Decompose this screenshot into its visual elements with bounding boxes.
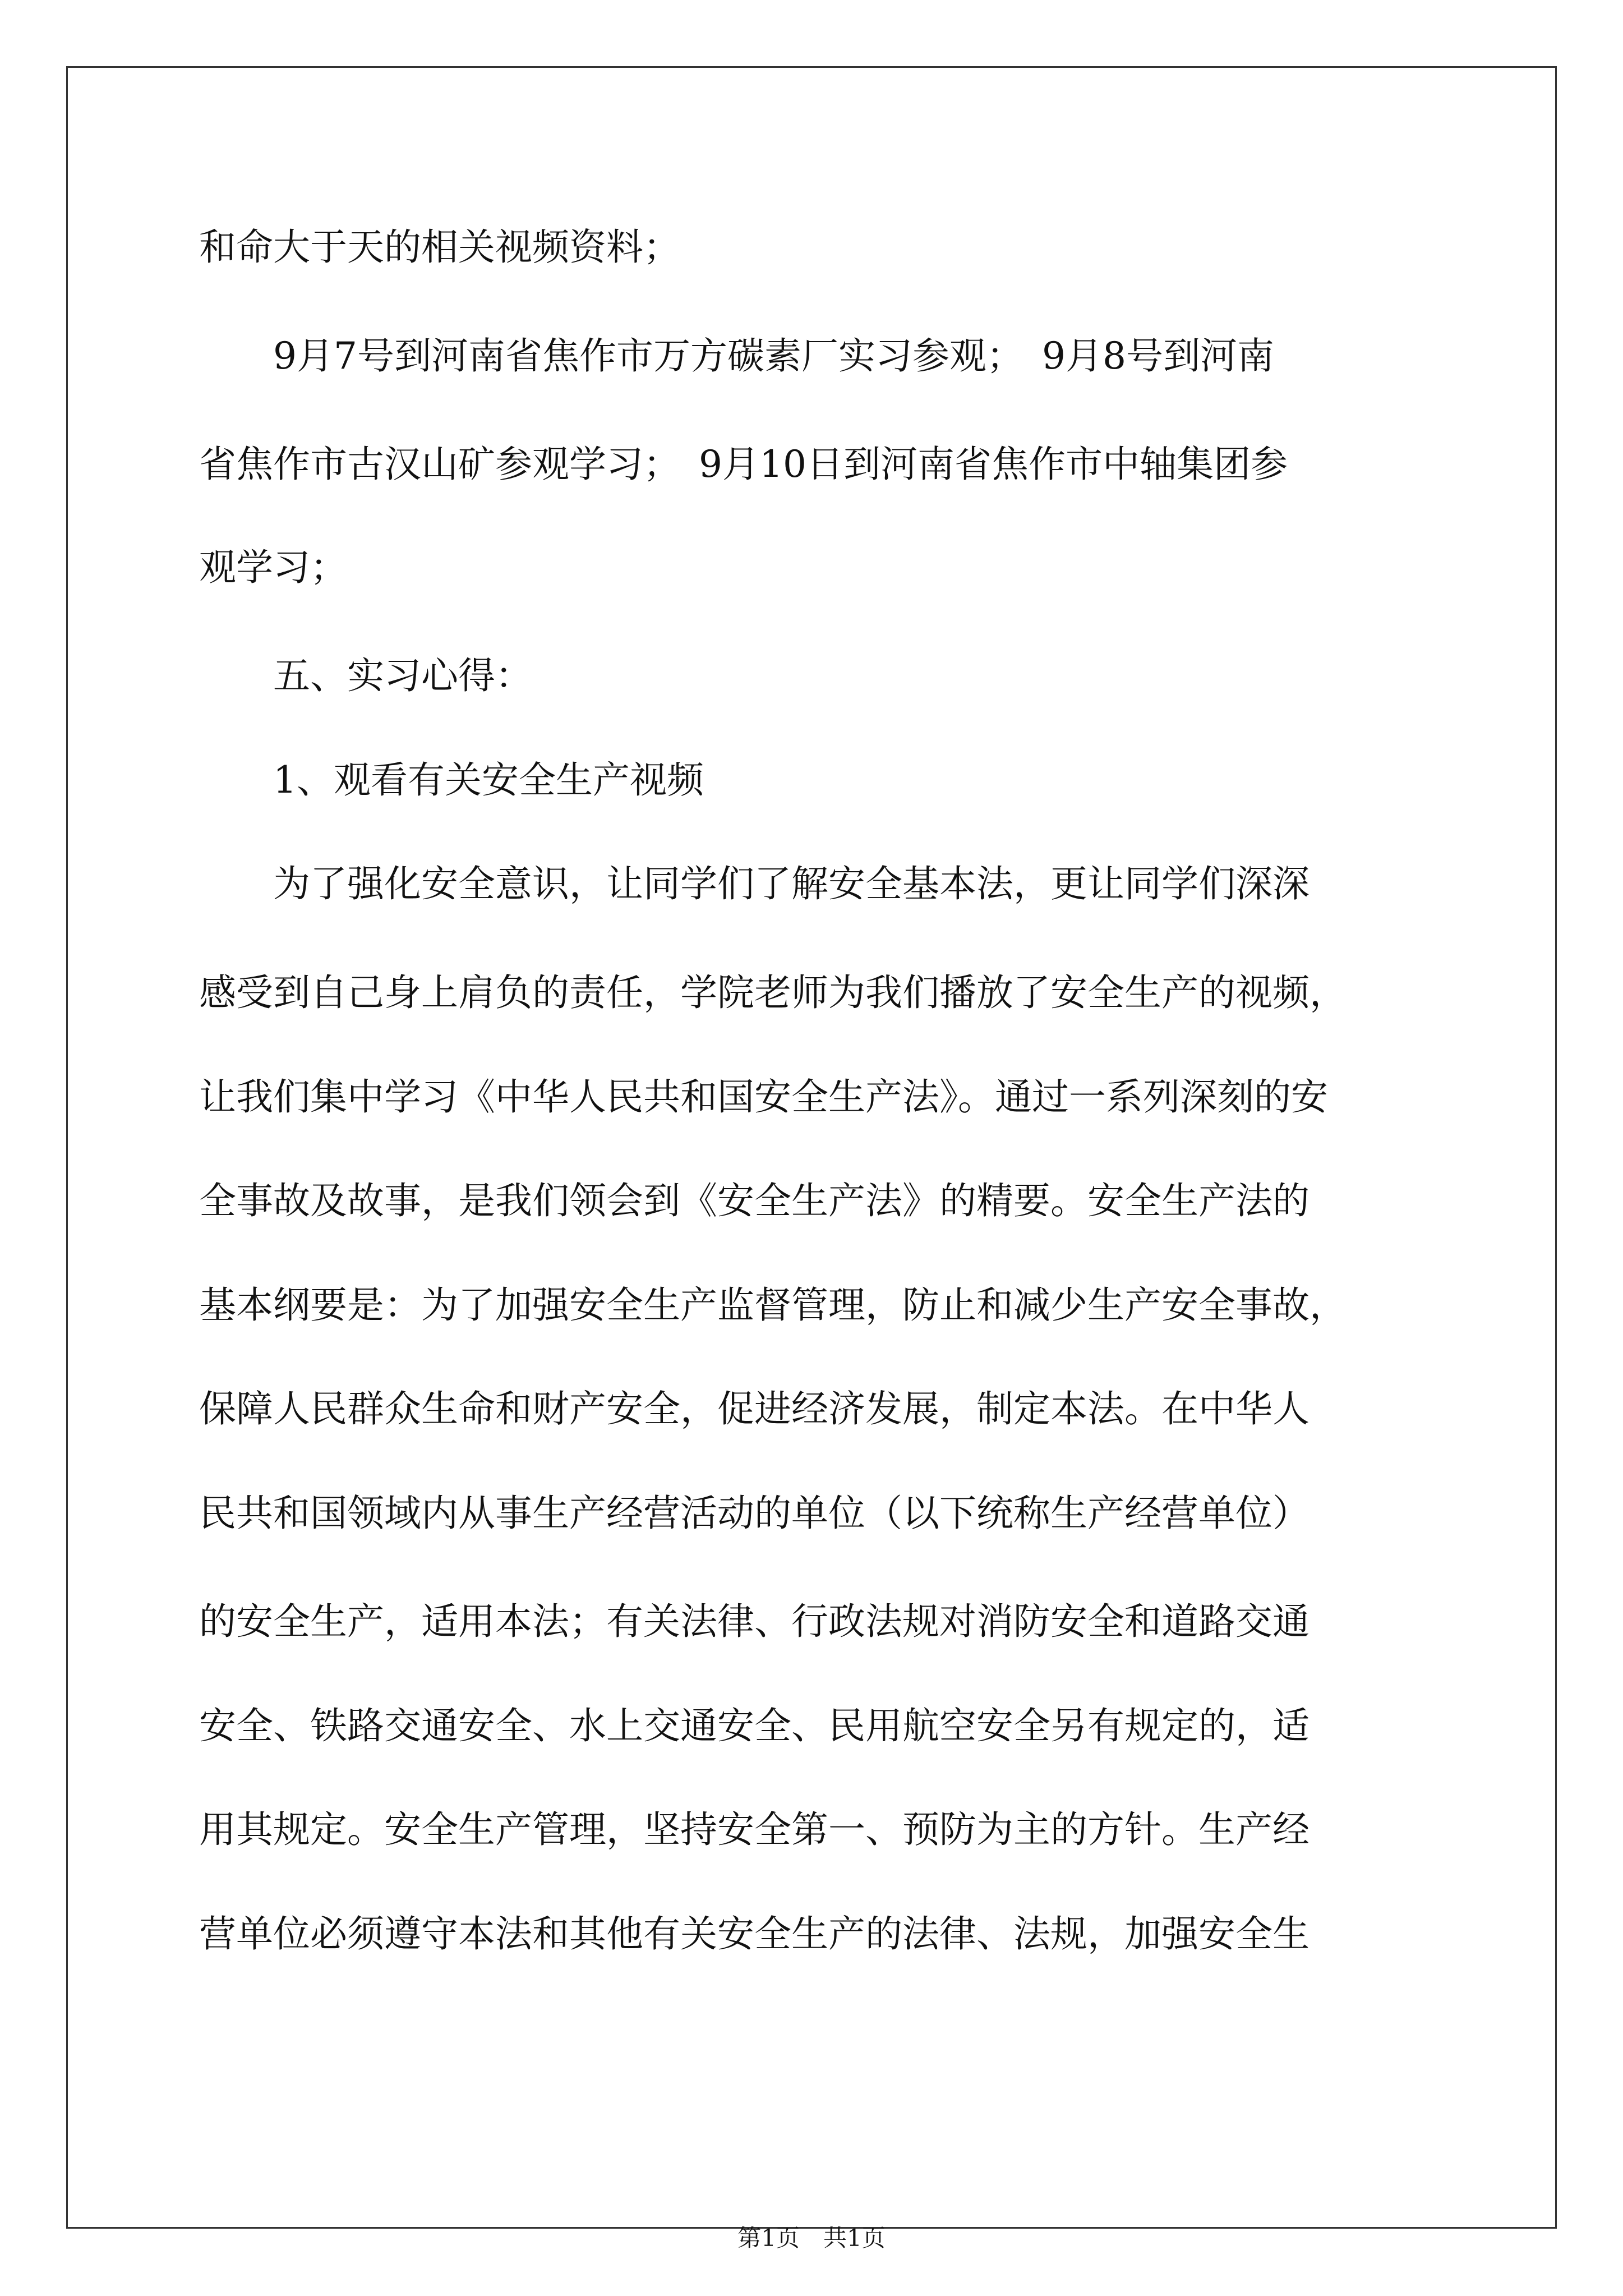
text-line: 全事故及故事，是我们领会到《安全生产法》的精要。安全生产法的: [199, 1179, 1310, 1222]
section-heading: 五、实习心得：: [199, 654, 532, 697]
subsection-heading: 1、观看有关安全生产视频: [199, 758, 704, 802]
text-line: 用其规定。安全生产管理，坚持安全第一、预防为主的方针。生产经: [199, 1808, 1310, 1851]
text-line: 营单位必须遵守本法和其他有关安全生产的法律、法规，加强安全生: [199, 1912, 1310, 1955]
text-line: 省焦作市古汉山矿参观学习； 9月10日到河南省焦作市中轴集团参: [199, 443, 1288, 486]
text-line: 让我们集中学习《中华人民共和国安全生产法》。通过一系列深刻的安: [199, 1075, 1328, 1119]
text-line: 观学习；: [199, 546, 347, 589]
page-border: [66, 66, 1557, 2229]
page-number: 第1页: [737, 2224, 800, 2252]
text-line: 9月7号到河南省焦作市万方碳素厂实习参观； 9月8号到河南: [199, 334, 1274, 378]
text-line: 民共和国领域内从事生产经营活动的单位（以下统称生产经营单位）: [199, 1492, 1310, 1535]
text-line: 的安全生产，适用本法；有关法律、行政法规对消防安全和道路交通: [199, 1600, 1310, 1643]
text-line: 为了强化安全意识，让同学们了解安全基本法，更让同学们深深: [199, 862, 1310, 905]
text-line: 基本纲要是：为了加强安全生产监督管理，防止和减少生产安全事故，: [199, 1283, 1347, 1327]
page-total: 共1页: [823, 2224, 886, 2252]
page-footer: [0, 2223, 1623, 2254]
text-line: 和命大于天的相关视频资料；: [199, 226, 680, 269]
text-line: 感受到自己身上肩负的责任，学院老师为我们播放了安全生产的视频，: [199, 971, 1347, 1014]
text-line: 保障人民群众生命和财产安全，促进经济发展，制定本法。在中华人: [199, 1387, 1310, 1430]
text-line: 安全、铁路交通安全、水上交通安全、民用航空安全另有规定的，适: [199, 1704, 1310, 1747]
